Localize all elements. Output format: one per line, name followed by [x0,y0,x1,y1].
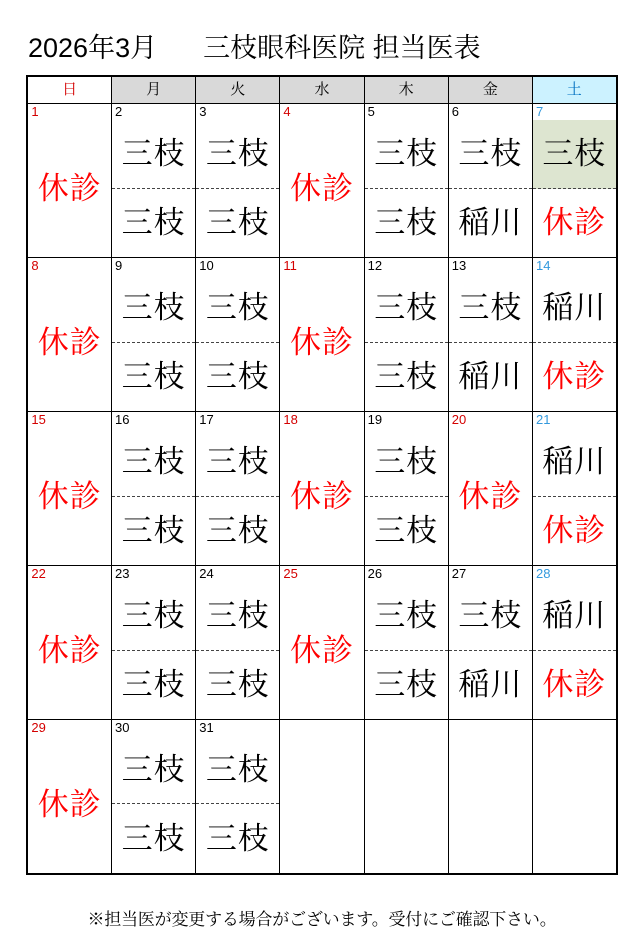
day-number: 9 [115,258,123,273]
slot-doctor: 稲川 [458,359,523,395]
day-number: 8 [31,258,39,273]
day-number: 11 [283,258,297,273]
calendar-cell-day [27,566,111,720]
slot-closed: 休診 [542,667,607,703]
day-number: 4 [283,104,291,119]
day-number: 29 [31,720,46,735]
title-month: 2026年3月 [28,33,158,63]
day-number: 15 [31,412,46,427]
slot-doctor: 三枝 [121,359,186,395]
calendar-cell-day [280,566,364,720]
slot-doctor: 三枝 [112,274,195,343]
calendar-cell-empty [448,720,532,874]
slot-doctor: 三枝 [196,274,279,343]
calendar-cell-day [532,566,616,720]
page-title [0,0,644,75]
day-number: 1 [31,104,39,119]
day-number: 16 [115,412,130,427]
day-slots [112,736,195,873]
day-slots [449,582,532,719]
calendar-week-row [27,566,616,720]
calendar-cell-day [364,412,448,566]
title-clinic: 三枝眼科医院 担当医表 [203,33,481,63]
slot-doctor: 三枝 [205,820,270,856]
day-slots [533,120,616,257]
calendar-cell-day [27,412,111,566]
calendar-cell-day [280,258,364,412]
calendar-cell-day [448,566,532,720]
slot-doctor: 稲川 [533,428,616,497]
day-number: 28 [535,566,551,581]
day-slots [196,736,279,873]
weekday-header-tue: 火 [196,76,280,104]
day-slots [196,582,279,719]
day-slots [112,428,195,565]
day-number: 19 [367,412,383,427]
calendar-cell-empty [364,720,448,874]
day-slots [28,582,111,719]
calendar-week-row [27,104,616,258]
slot-doctor: 三枝 [449,120,532,189]
slot-doctor: 三枝 [121,667,186,703]
calendar-cell-day [280,412,364,566]
calendar-week-row [27,258,616,412]
day-number: 20 [451,412,467,427]
calendar-week-row [27,412,616,566]
day-number: 5 [367,104,375,119]
slot-doctor: 稲川 [458,667,523,703]
calendar-cell-day [27,720,111,874]
slot-doctor: 三枝 [196,582,279,651]
footer-note: ※担当医が変更する場合がございます。受付にご確認下さい。 [87,910,557,929]
day-slots [365,582,448,719]
day-number: 12 [367,258,383,273]
calendar-cell-day [280,104,364,258]
day-slots [280,428,363,565]
slot-doctor: 三枝 [449,274,532,343]
calendar-cell-empty [280,720,364,874]
day-slots [196,428,279,565]
slot-doctor: 三枝 [365,428,448,497]
slot-doctor: 三枝 [374,667,439,703]
slot-doctor: 三枝 [121,513,186,549]
day-slots [365,274,448,411]
day-number: 27 [451,566,467,581]
weekday-header-sun: 日 [27,76,111,104]
weekday-header-row [27,76,616,104]
day-number: 31 [199,720,214,735]
calendar-cell-day [27,258,111,412]
day-slots [280,582,363,719]
calendar-cell-empty [532,720,616,874]
slot-doctor: 三枝 [205,359,270,395]
slot-closed: 休診 [37,171,102,206]
day-slots [533,582,616,719]
slot-doctor: 稲川 [458,205,523,241]
day-number: 14 [535,258,551,273]
calendar-cell-day [196,566,280,720]
calendar-cell-day [112,258,196,412]
day-slots [449,428,532,565]
calendar-cell-day [448,412,532,566]
calendar-cell-day [532,104,616,258]
slot-closed: 休診 [37,325,102,360]
slot-closed: 休診 [542,359,607,395]
slot-doctor: 三枝 [449,582,532,651]
day-slots [365,120,448,257]
slot-closed: 休診 [542,513,607,549]
day-slots [533,428,616,565]
slot-closed: 休診 [290,633,354,668]
calendar-cell-day [112,412,196,566]
calendar-cell-day [532,258,616,412]
calendar-cell-day [196,258,280,412]
weekday-header-wed: 水 [280,76,364,104]
calendar-header [27,76,616,104]
day-number: 22 [31,566,46,581]
slot-doctor: 三枝 [112,582,195,651]
day-slots [449,274,532,411]
slot-doctor: 稲川 [533,274,616,343]
calendar-cell-day [27,104,111,258]
slot-closed: 休診 [290,171,354,206]
slot-doctor: 三枝 [374,513,439,549]
slot-doctor: 三枝 [112,736,195,804]
calendar-cell-day [112,720,196,874]
slot-closed: 休診 [458,479,523,514]
slot-doctor: 三枝 [205,513,270,549]
slot-closed: 休診 [290,325,354,360]
slot-closed: 休診 [37,786,102,822]
calendar-cell-day [448,104,532,258]
slot-doctor: 稲川 [533,582,616,651]
day-slots [280,274,363,411]
calendar-cell-day [364,104,448,258]
duty-doctor-calendar [26,75,617,875]
calendar-week-row [27,720,616,874]
day-number: 25 [283,566,298,581]
day-number: 7 [535,104,544,119]
weekday-header-sat: 土 [532,76,616,104]
calendar-cell-day [196,720,280,874]
slot-doctor: 三枝 [365,120,448,189]
day-slots [196,274,279,411]
slot-doctor: 三枝 [112,428,195,497]
slot-closed: 休診 [290,479,354,514]
day-number: 13 [451,258,467,273]
day-slots [449,120,532,257]
calendar-cell-day [112,566,196,720]
day-slots [533,274,616,411]
slot-doctor: 三枝 [121,205,186,241]
slot-doctor: 三枝 [121,820,186,856]
slot-doctor: 三枝 [365,582,448,651]
day-slots [196,120,279,257]
day-number: 17 [199,412,214,427]
calendar-cell-day [532,412,616,566]
weekday-header-fri: 金 [448,76,532,104]
slot-doctor: 三枝 [365,274,448,343]
day-number: 3 [199,104,207,119]
day-slots [28,428,111,565]
calendar-cell-day [364,258,448,412]
slot-doctor: 三枝 [196,120,279,189]
day-number: 26 [367,566,383,581]
day-slots [280,120,363,257]
slot-doctor: 三枝 [196,736,279,804]
calendar-cell-day [196,412,280,566]
day-number: 24 [199,566,214,581]
slot-closed: 休診 [37,479,102,514]
day-slots [112,120,195,257]
day-number: 23 [115,566,130,581]
day-slots [28,274,111,411]
day-slots [28,120,111,257]
day-number: 6 [451,104,460,119]
calendar-body [27,104,616,874]
slot-closed: 休診 [37,633,102,668]
day-number: 18 [283,412,298,427]
day-number: 10 [199,258,214,273]
day-number: 21 [535,412,551,427]
slot-doctor: 三枝 [196,428,279,497]
calendar-cell-day [364,566,448,720]
slot-closed: 休診 [542,205,607,241]
weekday-header-thu: 木 [364,76,448,104]
day-slots [365,428,448,565]
slot-doctor: 三枝 [374,205,439,241]
calendar-cell-day [448,258,532,412]
slot-doctor: 三枝 [205,667,270,703]
slot-doctor: 三枝 [374,359,439,395]
slot-doctor: 三枝 [112,120,195,189]
day-number: 2 [115,104,123,119]
calendar-cell-day [112,104,196,258]
slot-doctor: 三枝 [205,205,270,241]
calendar-cell-day [196,104,280,258]
day-slots [28,736,111,873]
slot-doctor: 三枝 [533,120,616,189]
day-slots [112,582,195,719]
weekday-header-mon: 月 [112,76,196,104]
day-slots [112,274,195,411]
day-number: 30 [115,720,130,735]
